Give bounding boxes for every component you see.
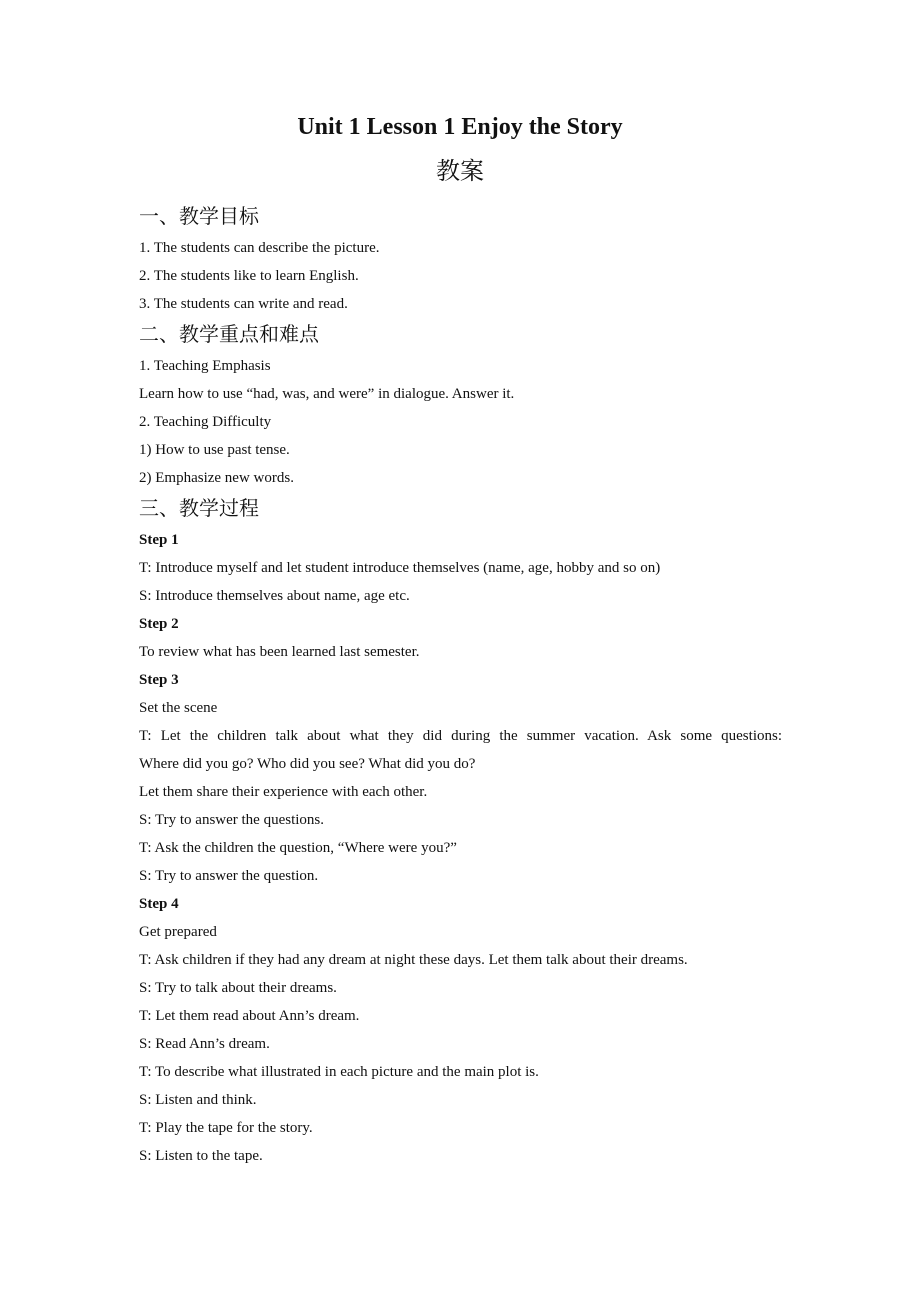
step-line: Get prepared: [139, 924, 217, 940]
key-point-line: Learn how to use “had, was, and were” in dialogue. Answer it.: [139, 386, 515, 402]
step-label: Step 2: [139, 616, 179, 632]
objective-item: 3. The students can write and read.: [139, 296, 348, 312]
step-line: Let them share their experience with each other.: [139, 784, 428, 800]
objective-item: 1. The students can describe the picture.: [139, 240, 380, 256]
step-line: Where did you go? Who did you see? What did you do?: [139, 756, 476, 772]
key-point-line: 1. Teaching Emphasis: [139, 358, 271, 374]
step-line: S: Try to answer the question.: [139, 868, 319, 884]
step-line: Set the scene: [139, 700, 218, 716]
step-line: T: Ask the children the question, “Where were you?”: [139, 840, 457, 856]
step-line: S: Read Ann’s dream.: [139, 1036, 270, 1052]
step-label: Step 1: [139, 532, 179, 548]
step-line: T: Let them read about Ann’s dream.: [139, 1008, 360, 1024]
step-line: To review what has been learned last semester.: [139, 644, 420, 660]
key-point-line: 1) How to use past tense.: [139, 442, 290, 458]
step-label: Step 4: [139, 896, 179, 912]
document-body: [139, 200, 782, 1170]
document-subtitle: 教案: [436, 157, 484, 185]
key-point-line: 2. Teaching Difficulty: [139, 414, 272, 430]
step-line: S: Listen and think.: [139, 1092, 257, 1108]
step-line: S: Try to answer the questions.: [139, 812, 325, 828]
objective-item: 2. The students like to learn English.: [139, 268, 359, 284]
step-line: T: To describe what illustrated in each picture and the main plot is.: [139, 1064, 539, 1080]
section-heading-objectives: 一、教学目标: [139, 204, 259, 228]
step-line: T: Ask children if they had any dream at night these days. Let them talk about their dreams.: [139, 952, 688, 968]
step-line: T: Let the children talk about what they did during the summer vacation. Ask some questions:: [139, 728, 782, 744]
step-label: Step 3: [139, 672, 179, 688]
step-line: S: Listen to the tape.: [139, 1148, 263, 1164]
key-point-line: 2) Emphasize new words.: [139, 470, 294, 486]
step-line: T: Play the tape for the story.: [139, 1120, 313, 1136]
document-title: Unit 1 Lesson 1 Enjoy the Story: [297, 114, 623, 140]
step-line: S: Try to talk about their dreams.: [139, 980, 337, 996]
section-heading-procedure: 三、教学过程: [139, 496, 259, 520]
step-line: T: Introduce myself and let student introduce themselves (name, age, hobby and so on): [139, 560, 661, 576]
section-heading-key-points: 二、教学重点和难点: [139, 322, 319, 346]
step-line: S: Introduce themselves about name, age etc.: [139, 588, 410, 604]
